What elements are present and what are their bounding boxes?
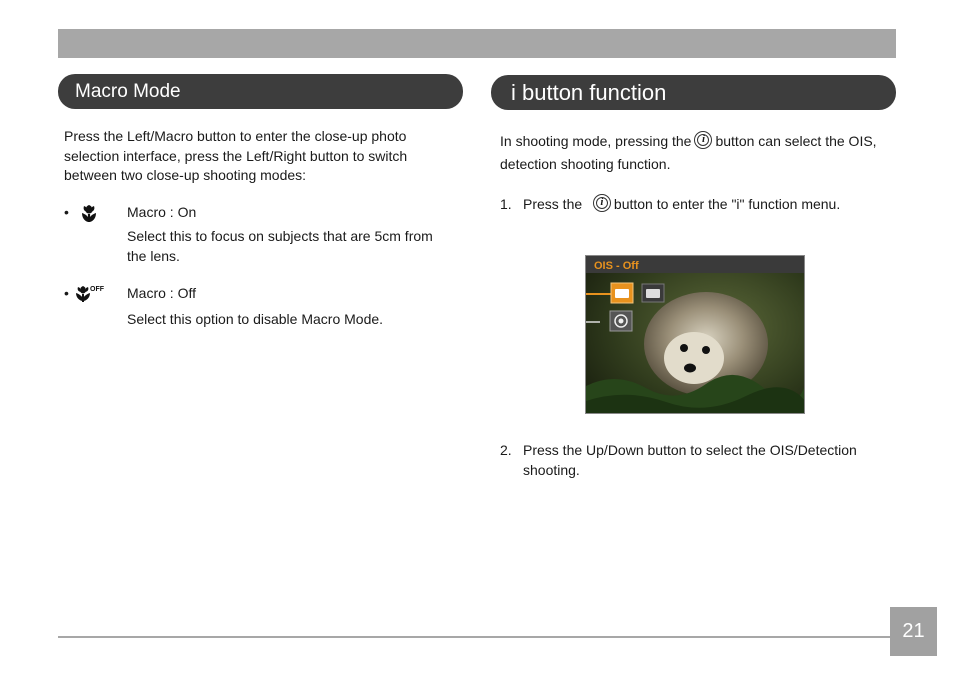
- i-button-header: [491, 75, 896, 110]
- bullet-macro-on: •: [64, 204, 69, 220]
- svg-text:OFF: OFF: [90, 286, 104, 293]
- macro-off-flower-icon: [73, 283, 107, 303]
- macro-off-desc-1: Select this option to disable Macro Mode.: [127, 311, 384, 327]
- macro-on-desc-1: Select this to focus on subjects that are 5cm from: [127, 228, 433, 244]
- hedgehog-photo: [586, 256, 805, 414]
- macro-on-title: Macro : On: [127, 204, 197, 220]
- macro-mode-title: Macro Mode: [75, 80, 181, 102]
- step-2-number: 2.: [500, 442, 512, 458]
- i-intro-line-1: In shooting mode, pressing the i button can select the OIS,: [500, 133, 877, 149]
- macro-flower-icon: [78, 202, 100, 224]
- macro-mode-header: [58, 74, 463, 109]
- macro-intro-line-3: between two close-up shooting modes:: [64, 167, 307, 183]
- footer-line: [58, 636, 890, 638]
- svg-text:OIS - Off: OIS - Off: [594, 260, 639, 272]
- macro-off-title: Macro : Off: [127, 285, 196, 301]
- macro-on-desc-2: the lens.: [127, 248, 180, 264]
- i-intro-line-2: detection shooting function.: [500, 156, 671, 172]
- page-number: 21: [902, 620, 925, 642]
- macro-intro-line-2: selection interface, press the Left/Right button to switch: [64, 148, 408, 164]
- step-1-text: Press the i button to enter the "i" function menu.: [523, 196, 841, 212]
- i-button-icon: i: [694, 131, 712, 149]
- camera-screen-image: [585, 255, 805, 414]
- step-2-line-2: shooting.: [523, 462, 580, 478]
- bullet-macro-off: •: [64, 285, 69, 301]
- step-1-number: 1.: [500, 196, 512, 212]
- macro-intro-line-1: Press the Left/Macro button to enter the close-up photo: [64, 128, 407, 144]
- top-bar: [58, 29, 896, 58]
- page-number-box: [890, 607, 937, 656]
- step-2-line-1: Press the Up/Down button to select the OIS/Detection: [523, 442, 857, 458]
- i-button-title: i button function: [511, 79, 667, 105]
- i-button-icon-step1: i: [593, 194, 611, 212]
